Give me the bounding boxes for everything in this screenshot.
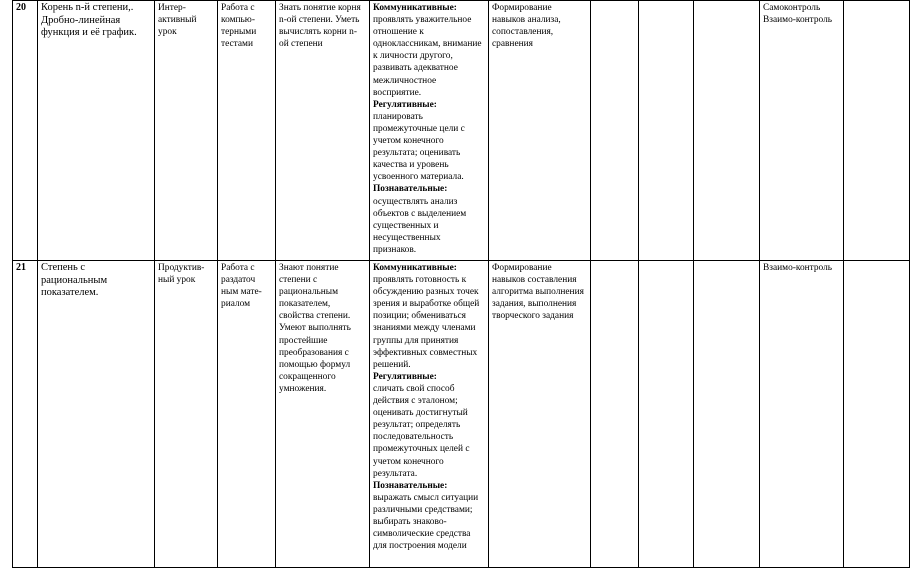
- empty-cell: [844, 1, 910, 261]
- uud-text: выражать смысл ситуации различными средствами; выбирать знаково-символические средства для построения модели: [373, 492, 479, 552]
- empty-cell: [694, 1, 760, 261]
- lesson-type: Интер-активный урок: [155, 1, 218, 261]
- knowledge-skills: Знать понятие корня n-ой степени. Уметь вычислять корни n-ой степени: [276, 1, 370, 261]
- personal-results: Формирование навыков составления алгоритма выполнения задания, выполнения творческого задания: [489, 261, 591, 568]
- uud-text: сличать свой способ действия с эталоном; оценивать достигнутый результат; определять последовательность промежуточных целей с учетом конечного результата.: [373, 383, 470, 479]
- uud-text: проявлять готовность к обсуждению разных точек зрения и выработке общей позиции; обмениваться знаниями между членами группы для принятия эффективных совместных решений.: [373, 275, 480, 370]
- uud-label: Познавательные:: [373, 184, 448, 195]
- work-form: Работа с компью-терными тестами: [218, 1, 276, 261]
- uud-text: планировать промежуточные цели с учетом конечного результата; оценивать качества и уровень усвоенного материала.: [373, 111, 465, 183]
- personal-results: Формирование навыков анализа, сопоставления, сравнения: [489, 1, 591, 261]
- empty-cell: [694, 261, 760, 568]
- uud-label: Познавательные:: [373, 480, 448, 491]
- control-form: Взаимо-контроль: [760, 261, 844, 568]
- uud-label: Регулятивные:: [373, 371, 437, 382]
- uud-label: Коммуникативные:: [373, 263, 457, 273]
- lesson-type: Продуктив-ный урок: [155, 261, 218, 568]
- lesson-topic: Корень n-й степени,. Дробно-линейная функция и её график.: [38, 1, 155, 261]
- lesson-topic: Степень с рациональным показателем.: [38, 261, 155, 568]
- table-row: [13, 1, 910, 261]
- control-form: Самоконтроль Взаимо-контроль: [760, 1, 844, 261]
- uud-cell: [370, 1, 489, 261]
- uud-cell: [370, 261, 489, 568]
- empty-cell: [639, 1, 694, 261]
- table-row: [13, 261, 910, 568]
- empty-cell: [844, 261, 910, 568]
- uud-text: проявлять уважительное отношение к одноклассникам, внимание к личности другого, развивать адекватное межличностное восприятие.: [373, 15, 482, 98]
- empty-cell: [591, 1, 639, 261]
- empty-cell: [591, 261, 639, 568]
- uud-label: Коммуникативные:: [373, 3, 457, 13]
- work-form: Работа с раздаточ ным мате-риалом: [218, 261, 276, 568]
- lesson-number: 21: [13, 261, 38, 568]
- lesson-number: 20: [13, 1, 38, 261]
- knowledge-skills: Знают понятие степени с рациональным показателем, свойства степени. Умеют выполнять простейшие преобразования с помощью формул сокращенного умножения.: [276, 261, 370, 568]
- lesson-plan-table: [12, 0, 910, 568]
- uud-label: Регулятивные:: [373, 99, 437, 110]
- empty-cell: [639, 261, 694, 568]
- uud-text: осуществлять анализ объектов с выделением существенных и несущественных признаков.: [373, 196, 467, 255]
